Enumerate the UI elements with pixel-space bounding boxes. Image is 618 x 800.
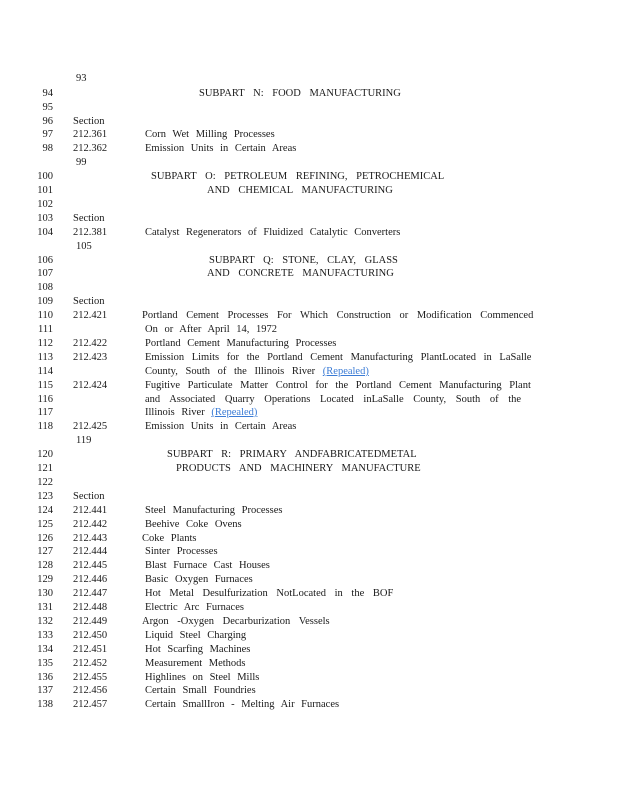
section-number: 212.455 <box>73 672 108 683</box>
line-number: 122 <box>37 477 53 488</box>
section-title-cont: and Associated Quarry Operations Located inLaSalle County, South of the <box>145 394 522 405</box>
section-title: Beehive Coke Ovens <box>145 519 242 530</box>
section-number: 212.443 <box>73 533 108 544</box>
line-number: 121 <box>37 463 53 474</box>
section-number: 212.444 <box>73 546 108 557</box>
section-number: 212.447 <box>73 588 108 599</box>
line-number: 102 <box>37 199 53 210</box>
subpart-r-heading: SUBPART R: PRIMARY ANDFABRICATEDMETAL <box>167 449 417 460</box>
section-title: Liquid Steel Charging <box>145 630 247 641</box>
section-title: Emission Limits for the Portland Cement Manufacturing PlantLocated in LaSalle <box>145 352 532 363</box>
line-number: 136 <box>37 672 53 683</box>
section-number: 212.442 <box>73 519 108 530</box>
section-number: 212.457 <box>73 699 108 710</box>
section-title: Fugitive Particulate Matter Control for the Portland Cement Manufacturing Plant <box>145 380 531 391</box>
line-number: 119 <box>76 435 92 446</box>
line-number: 138 <box>37 699 53 710</box>
line-number: 118 <box>37 421 53 432</box>
line-number: 111 <box>38 324 53 335</box>
section-title: Argon -Oxygen Decarburization Vessels <box>142 616 330 627</box>
line-number: 109 <box>37 296 53 307</box>
line-number: 105 <box>76 241 92 252</box>
line-number: 117 <box>37 407 53 418</box>
section-title: Steel Manufacturing Processes <box>145 505 283 516</box>
line-number: 133 <box>37 630 53 641</box>
repealed-link[interactable]: (Repealed) <box>211 407 258 418</box>
section-number: 212.452 <box>73 658 108 669</box>
section-number: 212.441 <box>73 505 108 516</box>
line-number: 93 <box>76 73 87 84</box>
section-title: Emission Units in Certain Areas <box>145 421 297 432</box>
line-number: 127 <box>37 546 53 557</box>
line-number: 95 <box>42 102 53 113</box>
section-title-cont <box>145 406 257 420</box>
subpart-o-heading-cont: AND CHEMICAL MANUFACTURING <box>207 185 393 196</box>
line-number: 124 <box>37 505 53 516</box>
section-number: 212.456 <box>73 685 108 696</box>
section-title: Hot Metal Desulfurization NotLocated in the BOF <box>145 588 394 599</box>
line-number: 112 <box>37 338 53 349</box>
section-title: Emission Units in Certain Areas <box>145 143 297 154</box>
section-number: 212.424 <box>73 380 108 391</box>
subpart-n-heading: SUBPART N: FOOD MANUFACTURING <box>199 88 401 99</box>
section-number: 212.446 <box>73 574 108 585</box>
section-title: Certain SmallIron - Melting Air Furnaces <box>145 699 340 710</box>
section-title-cont: On or After April 14, 1972 <box>145 324 277 335</box>
repealed-link[interactable]: (Repealed) <box>322 366 369 377</box>
line-number: 104 <box>37 227 53 238</box>
section-title: Coke Plants <box>142 533 197 544</box>
line-number: 113 <box>37 352 53 363</box>
section-number: 212.423 <box>73 352 108 363</box>
section-title: Electric Arc Furnaces <box>145 602 244 613</box>
section-number: 212.450 <box>73 630 108 641</box>
section-title: Certain Small Foundries <box>145 685 256 696</box>
section-title: Measurement Methods <box>145 658 246 669</box>
line-number: 128 <box>37 560 53 571</box>
section-label: Section <box>73 213 105 224</box>
subpart-o-heading: SUBPART O: PETROLEUM REFINING, PETROCHEMICAL <box>151 171 445 182</box>
line-number: 129 <box>37 574 53 585</box>
section-title-cont <box>145 365 369 379</box>
line-number: 108 <box>37 282 53 293</box>
section-number: 212.362 <box>73 143 108 154</box>
line-number: 123 <box>37 491 53 502</box>
line-number: 106 <box>37 255 53 266</box>
section-title-text: County, South of the Illinois River <box>145 366 316 377</box>
section-title: Portland Cement Manufacturing Processes <box>145 338 337 349</box>
line-number: 107 <box>37 268 53 279</box>
section-title: Blast Furnace Cast Houses <box>145 560 270 571</box>
line-number: 125 <box>37 519 53 530</box>
line-number: 114 <box>37 366 53 377</box>
line-number: 115 <box>37 380 53 391</box>
line-number: 135 <box>37 658 53 669</box>
section-number: 212.451 <box>73 644 108 655</box>
section-number: 212.449 <box>73 616 108 627</box>
section-number: 212.445 <box>73 560 108 571</box>
line-number: 126 <box>37 533 53 544</box>
line-number: 132 <box>37 616 53 627</box>
section-number: 212.425 <box>73 421 108 432</box>
line-number: 97 <box>42 129 53 140</box>
line-number: 101 <box>37 185 53 196</box>
section-title: Portland Cement Processes For Which Construction or Modification Commenced <box>142 310 534 321</box>
line-number: 103 <box>37 213 53 224</box>
subpart-q-heading: SUBPART Q: STONE, CLAY, GLASS <box>209 255 398 266</box>
line-number: 100 <box>37 171 53 182</box>
section-label: Section <box>73 296 105 307</box>
subpart-q-heading-cont: AND CONCRETE MANUFACTURING <box>207 268 394 279</box>
subpart-r-heading-cont: PRODUCTS AND MACHINERY MANUFACTURE <box>176 463 421 474</box>
line-number: 94 <box>42 88 53 99</box>
line-number: 134 <box>37 644 53 655</box>
section-number: 212.421 <box>73 310 108 321</box>
section-number: 212.361 <box>73 129 108 140</box>
section-title-text: Illinois River <box>145 407 205 418</box>
section-title: Hot Scarfing Machines <box>145 644 251 655</box>
line-number: 98 <box>42 143 53 154</box>
section-label: Section <box>73 116 105 127</box>
line-number: 116 <box>37 394 53 405</box>
line-number: 137 <box>37 685 53 696</box>
section-title: Highlines on Steel Mills <box>145 672 260 683</box>
section-title: Sinter Processes <box>145 546 218 557</box>
section-title: Corn Wet Milling Processes <box>145 129 275 140</box>
line-number: 99 <box>76 157 87 168</box>
line-number: 131 <box>37 602 53 613</box>
section-number: 212.448 <box>73 602 108 613</box>
line-number: 120 <box>37 449 53 460</box>
section-label: Section <box>73 491 105 502</box>
section-number: 212.422 <box>73 338 108 349</box>
section-title: Catalyst Regenerators of Fluidized Catalytic Converters <box>145 227 401 238</box>
section-number: 212.381 <box>73 227 108 238</box>
section-title: Basic Oxygen Furnaces <box>145 574 253 585</box>
line-number: 130 <box>37 588 53 599</box>
line-number: 110 <box>37 310 53 321</box>
line-number: 96 <box>42 116 53 127</box>
